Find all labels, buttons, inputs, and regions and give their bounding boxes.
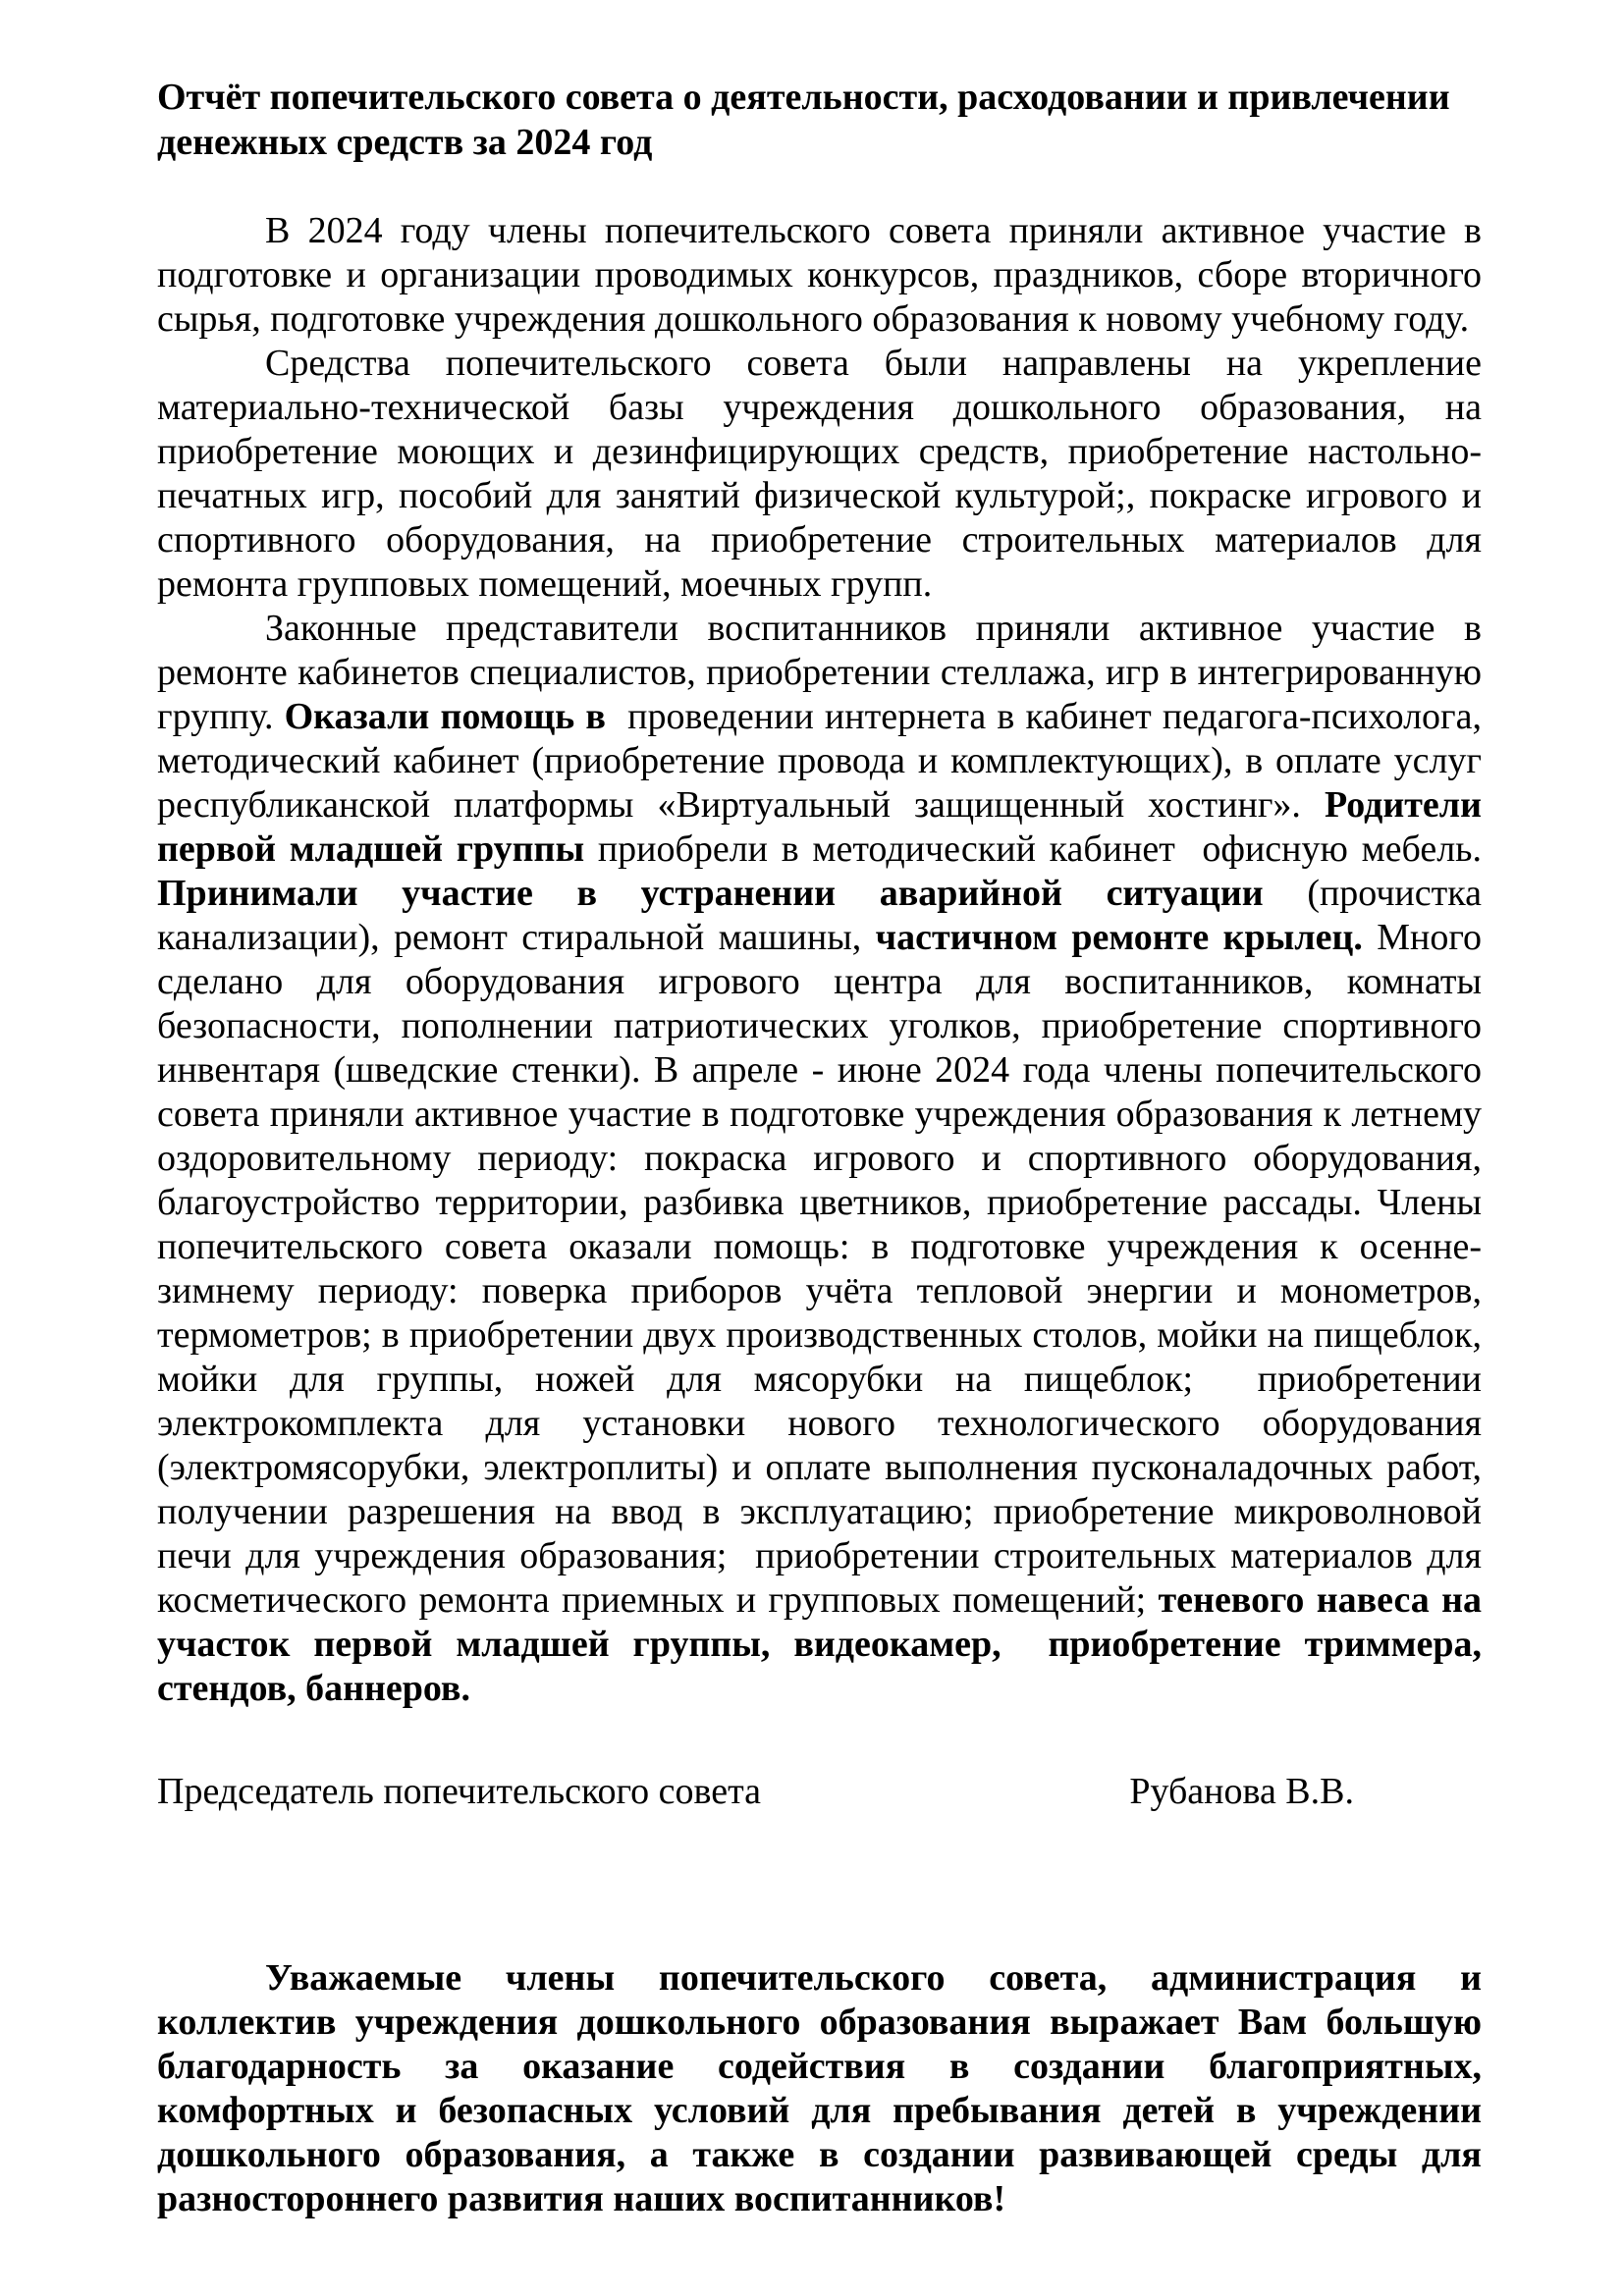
signature-role: Председатель попечительского совета [157, 1771, 762, 1812]
body-paragraph [157, 1956, 1500, 2221]
text-run: проведении интернета в кабинет педагога-психолога, методический кабинет (приобретение провода и комплектующих), в оплате услуг республиканской платформы «Виртуальный защищенный хостинг». [157, 696, 1491, 826]
bold-text-run: Принимали участие в устранении аварийной ситуации [157, 873, 1308, 914]
bold-text-run: Родители первой младшей группы [157, 784, 1491, 870]
text-run: Средства попечительского совета были направлены на укрепление материально-технической базы учреждения дошкольного образования, на приобретение моющих и дезинфицирующих средств, приобретение настольно-печатных игр, пособий для занятий физической культурой;, покраске игрового и спортивного оборудования, на приобретение строительных материалов для ремонта групповых помещений, моечных групп. [157, 343, 1491, 605]
text-run: Много сделано для оборудования игрового центра для воспитанников, комнаты безопасности, пополнении патриотических уголков, приобретение спортивного инвентаря (шведские стенки). В апреле - июне 2024 года члены попечительского совета приняли активное участие в подготовке учреждения образования к летнему оздоровительному периоду: покраска игрового и спортивного оборудования, благоустройство территории, разбивка цветников, приобретение рассады. Члены попечительского совета оказали помощь: в подготовке учреждения к осенне-зимнему периоду: поверка приборов учёта тепловой энергии и монометров, термометров; в приобретении двух производственных столов, мойки на пищеблок, мойки для группы, ножей для мясорубки на пищеблок; приобретении электрокомплекта для установки нового технологического оборудования (электромясорубки, электроплиты) и оплате выполнения пусконаладочных работ, получении разрешения на ввод в эксплуатацию; приобретение микроволновой печи для учреждения образования; приобретении строительных материалов для косметического ремонта приемных и групповых помещений; [157, 917, 1491, 1621]
bold-text-run: Оказали помощь в [284, 696, 606, 737]
bold-text-run: теневого навеса на участок первой младшей группы, видеокамер, приобретение триммера, стендов, баннеров. [157, 1579, 1500, 1709]
closing-gratitude-block [157, 1956, 1500, 2221]
document-body [157, 209, 1500, 1711]
text-run: приобрели в методический кабинет офисную мебель. [584, 828, 1500, 870]
text-run: В 2024 году члены попечительского совета приняли активное участие в подготовке и организации проводимых конкурсов, праздников, сборе вторичного сырья, подготовке учреждения дошкольного образования к новому учебному году. [157, 210, 1491, 340]
bold-text-run: Уважаемые члены попечительского совета, администрация и коллектив учреждения дошкольного образования выражает Вам большую благодарность за оказание содействия в создании благоприятных, комфортных и безопасных условий для пребывания детей в учреждении дошкольного образования, а также в создании развивающей среды для разностороннего развития наших воспитанников! [157, 1957, 1500, 2219]
signature-row [157, 1770, 1482, 1814]
signature-name: Рубанова В.В. [1129, 1771, 1354, 1812]
text-run: (прочистка канализации), ремонт стиральной машины, [157, 873, 1491, 958]
body-paragraph [157, 342, 1491, 607]
body-paragraph [157, 209, 1491, 342]
bold-text-run: частичном ремонте крылец. [875, 917, 1363, 958]
text-run: Законные представители воспитанников приняли активное участие в ремонте кабинетов специалистов, приобретении стеллажа, игр в интегрированную группу. [157, 608, 1491, 737]
body-paragraph [157, 607, 1500, 1711]
document-title: Отчёт попечительского совета о деятельности, расходовании и привлечении денежных средств за 2024 год [157, 77, 1450, 163]
